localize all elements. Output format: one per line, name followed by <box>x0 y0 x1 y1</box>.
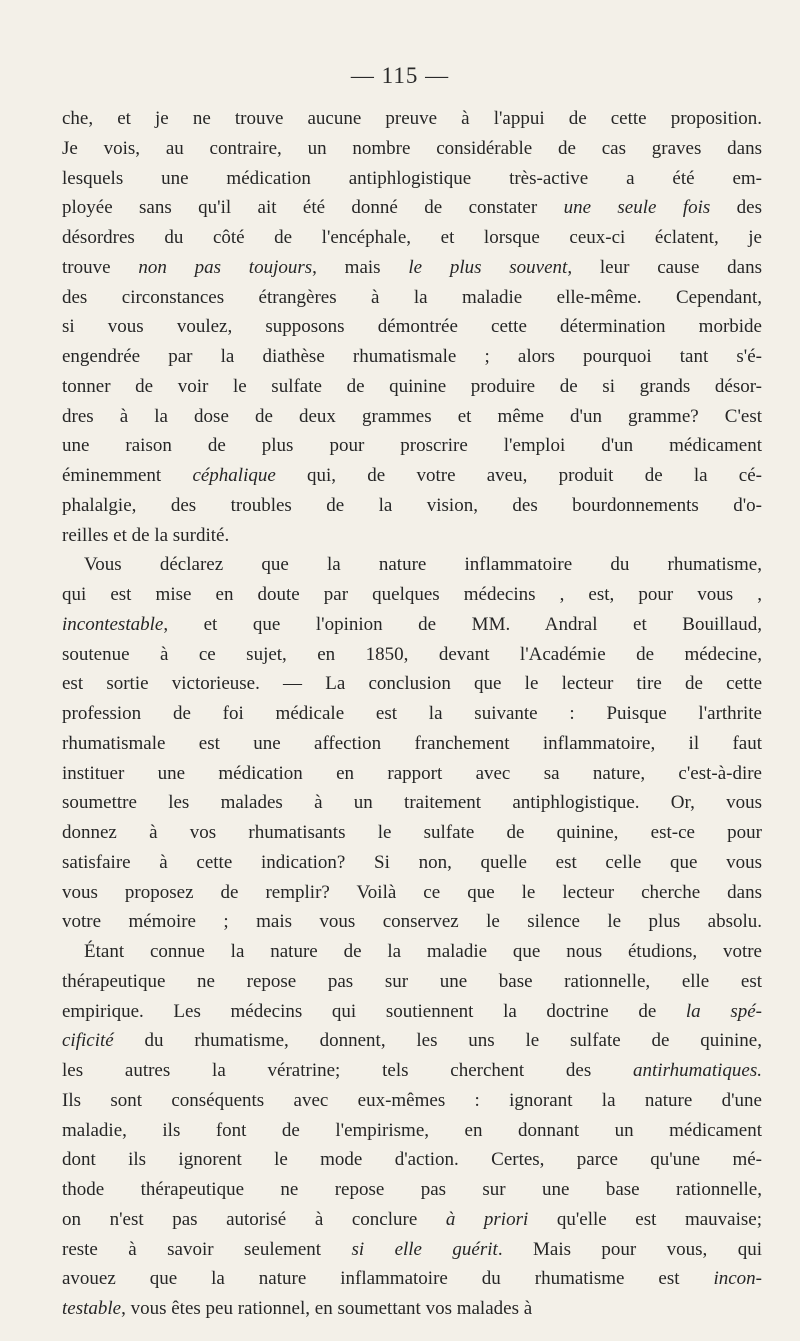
text-line: soutenue à ce sujet, en 1850, devant l'Académie de médecine, <box>62 643 762 665</box>
text-line: engendrée par la diathèse rhumatismale ; alors pourquoi tant s'é- <box>62 346 762 367</box>
text-line: Je vois, au contraire, un nombre considérable de cas graves dans <box>62 137 762 159</box>
text-line: satisfaire à cette indication? Si non, quelle est celle que vous <box>62 851 762 873</box>
text-line: donnez à vos rhumatisants le sulfate de quinine, est-ce pour <box>62 822 762 843</box>
text-line: tonner de voir le sulfate de quinine produire de si grands désor- <box>62 375 762 397</box>
text-line: phalalgie, des troubles de la vision, des bourdonnements d'o- <box>62 494 762 516</box>
text-line: qui est mise en doute par quelques médecins , est, pour vous , <box>62 584 762 605</box>
text-line: trouve non pas toujours, mais le plus souvent, leur cause dans <box>62 256 762 278</box>
text-line: soumettre les malades à un traitement antiphlogistique. Or, vous <box>62 792 762 814</box>
text-line: Ils sont conséquents avec eux-mêmes : ignorant la nature d'une <box>62 1089 762 1111</box>
text-line: lesquels une médication antiphlogistique très-active a été em- <box>62 167 762 189</box>
text-line: empirique. Les médecins qui soutiennent la doctrine de la spé- <box>62 1000 762 1022</box>
text-line: Vous déclarez que la nature inflammatoire du rhumatisme, <box>84 554 762 576</box>
text-line: incontestable, et que l'opinion de MM. Andral et Bouillaud, <box>62 613 762 635</box>
text-line: profession de foi médicale est la suivante : Puisque l'arthrite <box>62 703 762 724</box>
page-number-header: — 115 — <box>350 63 450 88</box>
text-line: ployée sans qu'il ait été donné de constater une seule fois des <box>62 197 762 219</box>
text-line: on n'est pas autorisé à conclure à priori qu'elle est mauvaise; <box>62 1208 762 1230</box>
text-line: les autres la vératrine; tels cherchent des antirhumatiques. <box>62 1060 762 1081</box>
text-line: vous proposez de remplir? Voilà ce que le lecteur cherche dans <box>62 881 762 903</box>
text-line: cificité du rhumatisme, donnent, les uns le sulfate de quinine, <box>62 1030 762 1052</box>
text-line: si vous voulez, supposons démontrée cette détermination morbide <box>62 316 762 338</box>
text-line: thode thérapeutique ne repose pas sur une base rationnelle, <box>62 1179 762 1200</box>
body-text <box>62 104 762 1324</box>
text-line: thérapeutique ne repose pas sur une base rationnelle, elle est <box>62 970 762 992</box>
text-line: éminemment céphalique qui, de votre aveu, produit de la cé- <box>62 465 762 486</box>
text-line: testable, vous êtes peu rationnel, en soumettant vos malades à <box>62 1298 533 1319</box>
text-line: une raison de plus pour proscrire l'emploi d'un médicament <box>62 435 762 457</box>
text-line: des circonstances étrangères à la maladie elle-même. Cependant, <box>62 286 762 308</box>
text-line: instituer une médication en rapport avec sa nature, c'est-à-dire <box>62 762 762 784</box>
text-line: rhumatismale est une affection franchement inflammatoire, il faut <box>62 732 762 754</box>
text-line: avouez que la nature inflammatoire du rhumatisme est incon- <box>62 1268 762 1290</box>
text-line: votre mémoire ; mais vous conservez le silence le plus absolu. <box>62 911 762 933</box>
text-line: désordres du côté de l'encéphale, et lorsque ceux-ci éclatent, je <box>62 227 762 248</box>
text-line: est sortie victorieuse. — La conclusion que le lecteur tire de cette <box>62 673 762 695</box>
text-line: reilles et de la surdité. <box>62 524 230 546</box>
text-line: reste à savoir seulement si elle guérit. Mais pour vous, qui <box>62 1238 762 1260</box>
text-line: dont ils ignorent le mode d'action. Certes, parce qu'une mé- <box>62 1149 762 1171</box>
text-line: che, et je ne trouve aucune preuve à l'appui de cette proposition. <box>62 108 762 129</box>
text-line: dres à la dose de deux grammes et même d'un gramme? C'est <box>62 405 762 427</box>
text-line: Étant connue la nature de la maladie que nous étudions, votre <box>84 941 762 962</box>
text-line: maladie, ils font de l'empirisme, en donnant un médicament <box>62 1119 762 1141</box>
